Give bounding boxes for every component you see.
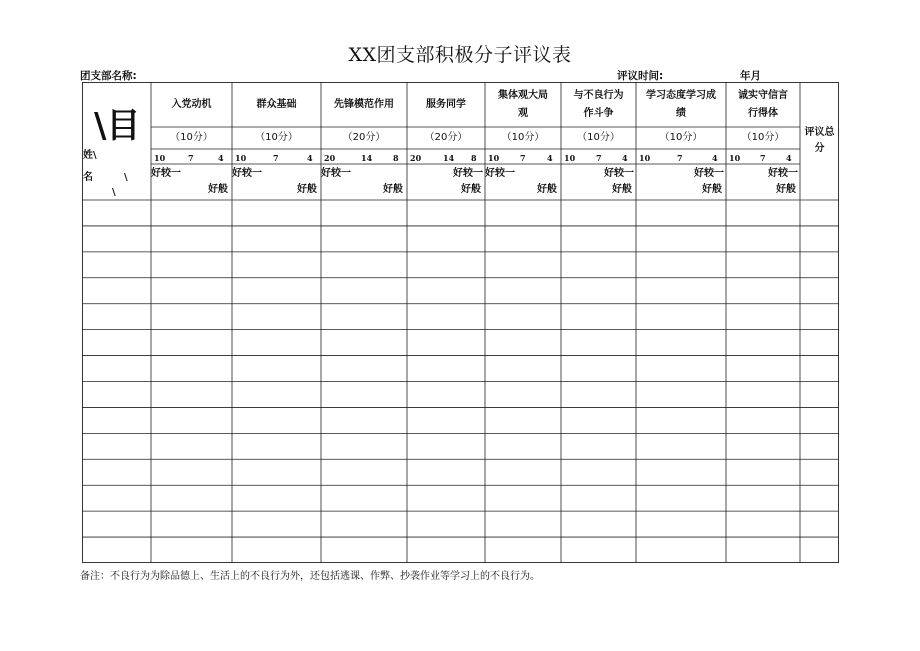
scale-value: 4 [786,153,792,163]
rating-normal-label: 好般 [297,184,317,195]
category-title: 集体观大局观 [498,89,548,119]
corner-glyph: \目 [94,106,141,146]
scale-value: 8 [393,153,399,163]
category-points: （20分） [342,132,386,143]
category-points: （10分） [659,132,703,143]
rating-better-label: 好较一 [321,168,351,179]
scale-value: 10 [154,153,166,163]
category-points: （10分） [170,132,213,143]
scale-value: 10 [729,153,741,163]
scale-value: 4 [547,153,553,163]
scale-value: 7 [273,153,279,163]
scale-value: 4 [622,153,628,163]
evaluation-table [82,82,839,563]
category-title: 学习态度学习成绩 [646,89,716,119]
scale-value: 4 [307,153,313,163]
scale-value: 8 [471,153,477,163]
category-points: （10分） [501,132,545,143]
rating-better-label: 好较一 [453,168,483,179]
rating-better-label: 好较一 [768,168,798,179]
name-header-1: 姓\ [83,150,97,161]
rating-normal-label: 好般 [383,184,403,195]
category-points: （10分） [577,132,620,143]
category-title: 群众基础 [256,98,297,110]
scale-value: 14 [361,153,373,163]
category-title: 服务同学 [426,98,466,110]
rating-normal-label: 好般 [612,184,632,195]
scale-value: 7 [188,153,194,163]
corner-slash-2: \ [112,187,116,198]
scale-value: 7 [760,153,766,163]
rating-normal-label: 好般 [208,184,228,195]
branch-name-label: 团支部名称: [80,70,137,82]
footnote: 备注：不良行为为除品德上、生活上的不良行为外，还包括逃课、作弊、抄袭作业等学习上的不良行为。 [80,571,540,582]
rating-normal-label: 好般 [461,184,481,195]
rating-better-label: 好较一 [232,168,262,179]
scale-value: 10 [488,153,500,163]
rating-better-label: 好较一 [485,168,515,179]
name-header-2: 名 [83,172,93,183]
rating-better-label: 好较一 [604,168,634,179]
evaluation-date-label: 评议时间: [617,70,664,82]
scale-value: 10 [235,153,247,163]
year-month-label: 年月 [740,70,761,82]
scale-value: 20 [324,153,336,163]
scale-value: 4 [712,153,718,163]
rating-normal-label: 好般 [776,184,796,195]
rating-better-label: 好较一 [151,168,181,179]
table-grid [82,82,839,563]
category-points: （10分） [255,132,298,143]
scale-value: 20 [410,153,422,163]
scale-value: 10 [564,153,576,163]
category-points: （10分） [741,132,785,143]
scale-value: 14 [443,153,455,163]
form-title: XX团支部积极分子评议表 [348,44,572,66]
rating-normal-label: 好般 [537,184,557,195]
category-title: 先锋模范作用 [334,98,394,110]
corner-slash-1: \ [124,172,128,183]
category-title: 与不良行为作斗争 [573,89,624,119]
scale-value: 4 [218,153,224,163]
scale-value: 7 [596,153,602,163]
scale-value: 10 [639,153,651,163]
table-border [83,83,839,563]
rating-better-label: 好较一 [694,168,724,179]
category-points: （20分） [424,132,468,143]
rating-normal-label: 好般 [702,184,722,195]
category-title: 诚实守信言行得体 [738,89,788,119]
scale-value: 7 [677,153,683,163]
category-title: 入党动机 [171,98,212,110]
scale-value: 7 [520,153,526,163]
total-score-header: 评议总分 [804,127,835,154]
